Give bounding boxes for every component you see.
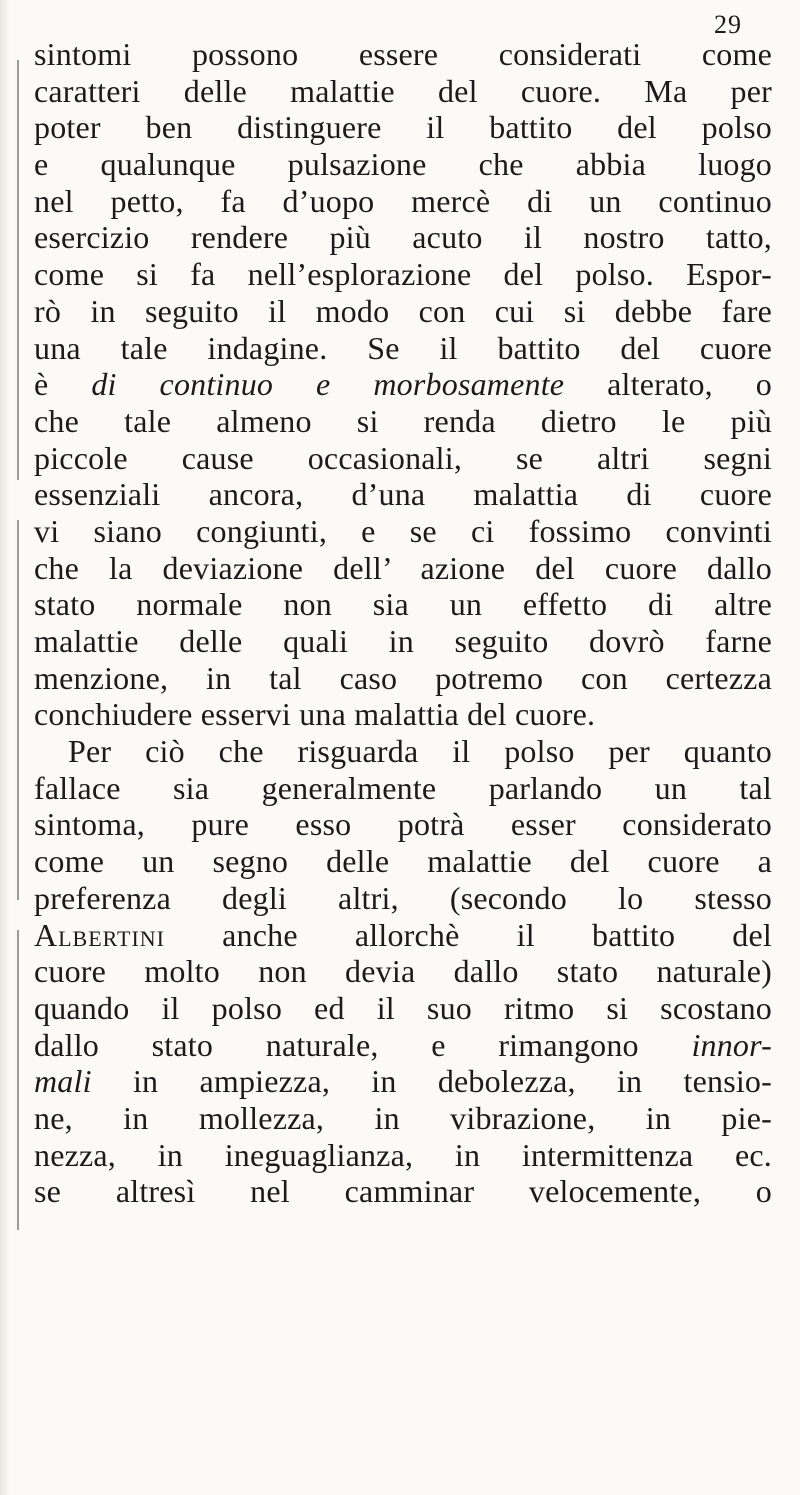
text-line: piccole cause occasionali, se altri segni bbox=[34, 439, 772, 476]
text-line: cuore molto non devia dallo stato naturale) bbox=[34, 953, 772, 990]
text-run: anche allorchè il battito del bbox=[165, 916, 772, 953]
text-line: una tale indagine. Se il battito del cuore bbox=[34, 329, 772, 366]
text-line: poter ben distinguere il battito del polso bbox=[34, 109, 772, 146]
text-line bbox=[34, 1063, 772, 1100]
text-line: come un segno delle malattie del cuore a bbox=[34, 843, 772, 880]
text-line: esercizio rendere più acuto il nostro tatto, bbox=[34, 219, 772, 256]
text-line: ne, in mollezza, in vibrazione, in pie- bbox=[34, 1099, 772, 1136]
italic-phrase: innor- bbox=[691, 1026, 772, 1063]
page-left-edge bbox=[0, 0, 10, 1495]
text-line: quando il polso ed il suo ritmo si scostano bbox=[34, 989, 772, 1026]
text-line bbox=[34, 917, 772, 954]
gutter-mark bbox=[17, 520, 19, 900]
text-line: malattie delle quali in seguito dovrò farne bbox=[34, 623, 772, 659]
text-line: nezza, in ineguaglianza, in intermittenza ec. bbox=[34, 1136, 772, 1173]
italic-phrase: di continuo e morbosamente bbox=[91, 366, 565, 403]
text-run: dallo stato naturale, e rimangono bbox=[34, 1026, 692, 1063]
text-line: rò in seguito il modo con cui si debbe fare bbox=[34, 292, 772, 329]
body-text bbox=[34, 36, 772, 1210]
text-line: stato normale non sia un effetto di altre bbox=[34, 586, 772, 623]
text-line: caratteri delle malattie del cuore. Ma per bbox=[34, 72, 772, 109]
italic-phrase: mali bbox=[34, 1063, 92, 1100]
text-run: è bbox=[34, 366, 92, 403]
text-line: come si fa nell’esplorazione del polso. Espor- bbox=[34, 256, 772, 293]
text-line: fallace sia generalmente parlando un tal bbox=[34, 769, 772, 806]
text-line: che tale almeno si renda dietro le più bbox=[34, 402, 772, 439]
text-line: sintoma, pure esso potrà esser considerato bbox=[34, 806, 772, 843]
gutter-mark bbox=[17, 930, 19, 1230]
text-run: in ampiezza, in debolezza, in tensio- bbox=[91, 1063, 772, 1100]
text-line: e qualunque pulsazione che abbia luogo bbox=[34, 146, 772, 183]
text-line: menzione, in tal caso potremo con certezza bbox=[34, 659, 772, 696]
text-line: sintomi possono essere considerati come bbox=[34, 36, 772, 72]
text-line: conchiudere esservi una malattia del cuore. bbox=[34, 696, 596, 733]
text-line: Per ciò che risguarda il polso per quanto bbox=[68, 733, 772, 770]
text-line: nel petto, fa d’uopo mercè di un continuo bbox=[34, 182, 772, 219]
page-number: 29 bbox=[714, 10, 742, 39]
text-line: preferenza degli altri, (secondo lo stesso bbox=[34, 879, 772, 916]
text-line: essenziali ancora, d’una malattia di cuore bbox=[34, 476, 772, 513]
gutter-mark bbox=[17, 60, 19, 480]
text-line: se altresì nel camminar velocemente, o bbox=[34, 1173, 772, 1210]
text-line bbox=[34, 1027, 772, 1064]
author-name: Albertini bbox=[34, 916, 165, 953]
text-line: che la deviazione dell’ azione del cuore dallo bbox=[34, 549, 772, 586]
text-run: alterato, o bbox=[564, 366, 772, 403]
text-line bbox=[34, 366, 772, 403]
text-line: vi siano congiunti, e se ci fossimo convinti bbox=[34, 512, 772, 549]
